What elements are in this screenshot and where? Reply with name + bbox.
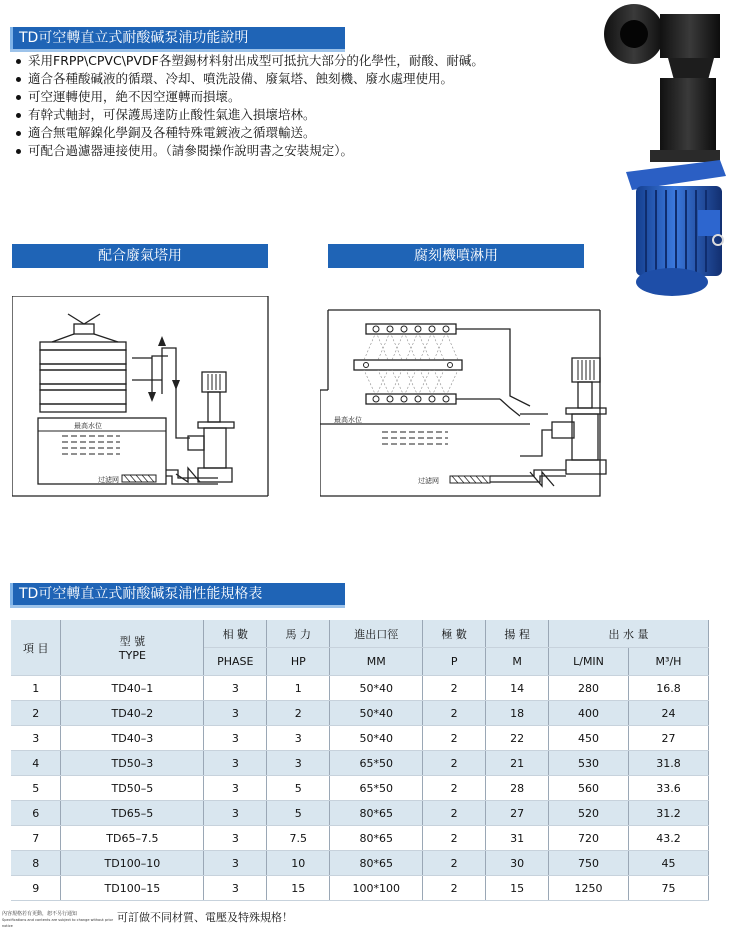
table-cell: 1 bbox=[11, 676, 61, 701]
table-cell: 4 bbox=[11, 751, 61, 776]
header-head-en: M bbox=[486, 648, 549, 676]
header-type-cn: 型 號 bbox=[119, 635, 146, 648]
table-row bbox=[11, 826, 709, 851]
table-cell: TD40–1 bbox=[61, 676, 204, 701]
header-item: 項 目 bbox=[11, 620, 61, 676]
table-cell: 280 bbox=[549, 676, 629, 701]
table-cell: 520 bbox=[549, 801, 629, 826]
table-cell: 400 bbox=[549, 701, 629, 726]
header-head-cn: 揚 程 bbox=[486, 620, 549, 648]
water-level-label-left: 最高水位 bbox=[74, 422, 102, 430]
table-cell: 8 bbox=[11, 851, 61, 876]
table-cell: 65*50 bbox=[330, 751, 423, 776]
section-underline bbox=[10, 605, 345, 608]
table-cell: 2 bbox=[423, 726, 486, 751]
diagram-etching-sprayer bbox=[320, 296, 610, 532]
header-phase-en: PHASE bbox=[204, 648, 267, 676]
spec-table bbox=[11, 620, 709, 901]
header-pole-cn: 極 數 bbox=[423, 620, 486, 648]
table-cell: 3 bbox=[267, 751, 330, 776]
table-cell: 5 bbox=[267, 776, 330, 801]
table-cell: 22 bbox=[486, 726, 549, 751]
table-cell: 16.8 bbox=[628, 676, 708, 701]
table-cell: TD50–5 bbox=[61, 776, 204, 801]
table-cell: 31.8 bbox=[628, 751, 708, 776]
table-cell: 450 bbox=[549, 726, 629, 751]
table-row bbox=[11, 726, 709, 751]
table-cell: 15 bbox=[486, 876, 549, 901]
table-row bbox=[11, 701, 709, 726]
feature-list bbox=[14, 52, 594, 160]
header-mm-cn: 進出口徑 bbox=[330, 620, 423, 648]
header-type-en: TYPE bbox=[118, 649, 146, 662]
header-flow-lmin: L/MIN bbox=[549, 648, 629, 676]
header-pole-en: P bbox=[423, 648, 486, 676]
section-title-spec: TD可空轉直立式耐酸碱泵浦性能規格表 bbox=[10, 583, 345, 605]
table-cell: 2 bbox=[267, 701, 330, 726]
table-cell: 50*40 bbox=[330, 726, 423, 751]
table-cell: 3 bbox=[204, 851, 267, 876]
table-cell: TD100–10 bbox=[61, 851, 204, 876]
footer-custom-note: 可訂做不同材質、電壓及特殊規格！ bbox=[117, 911, 293, 924]
diagram-right-title: 腐刻機噴淋用 bbox=[328, 244, 584, 268]
table-cell: 2 bbox=[423, 851, 486, 876]
table-row bbox=[11, 876, 709, 901]
table-cell: 9 bbox=[11, 876, 61, 901]
table-cell: 2 bbox=[423, 701, 486, 726]
feature-item: 適合各種酸碱液的循環、冷却、噴洗設備、廢氣塔、蝕刻機、廢水處理使用。 bbox=[14, 70, 594, 88]
table-cell: 18 bbox=[486, 701, 549, 726]
footer-disclaimer-cn: 內容規格若有更動，恕不另行通知 bbox=[2, 911, 78, 917]
table-cell: 3 bbox=[204, 676, 267, 701]
table-row bbox=[11, 751, 709, 776]
table-cell: 27 bbox=[486, 801, 549, 826]
table-cell: 31 bbox=[486, 826, 549, 851]
footer-disclaimer-en: Specifications and contents are subject to change without prior notice bbox=[2, 918, 114, 928]
table-cell: TD65–7.5 bbox=[61, 826, 204, 851]
table-cell: 100*100 bbox=[330, 876, 423, 901]
table-cell: 3 bbox=[204, 801, 267, 826]
table-cell: 80*65 bbox=[330, 851, 423, 876]
table-cell: 7 bbox=[11, 826, 61, 851]
table-cell: 1250 bbox=[549, 876, 629, 901]
diagram-left-title: 配合廢氣塔用 bbox=[12, 244, 268, 268]
table-cell: 50*40 bbox=[330, 701, 423, 726]
table-cell: TD40–3 bbox=[61, 726, 204, 751]
table-row bbox=[11, 801, 709, 826]
table-cell: 2 bbox=[423, 751, 486, 776]
diagram-scrubber-tower bbox=[12, 296, 274, 532]
table-cell: 560 bbox=[549, 776, 629, 801]
header-flow-cn: 出 水 量 bbox=[549, 620, 709, 648]
table-cell: 5 bbox=[11, 776, 61, 801]
table-cell: 3 bbox=[204, 751, 267, 776]
table-cell: 14 bbox=[486, 676, 549, 701]
footer-disclaimer bbox=[2, 911, 114, 929]
table-cell: 7.5 bbox=[267, 826, 330, 851]
table-cell: 2 bbox=[423, 776, 486, 801]
table-cell: 2 bbox=[423, 676, 486, 701]
filter-label-right: 过滤网 bbox=[418, 477, 439, 485]
table-cell: 50*40 bbox=[330, 676, 423, 701]
table-cell: 2 bbox=[423, 801, 486, 826]
section-title-features: TD可空轉直立式耐酸碱泵浦功能說明 bbox=[10, 27, 345, 49]
table-cell: 5 bbox=[267, 801, 330, 826]
header-type bbox=[61, 620, 204, 676]
spec-table-body bbox=[11, 676, 709, 901]
table-cell: 80*65 bbox=[330, 826, 423, 851]
table-cell: 2 bbox=[423, 826, 486, 851]
table-cell: 75 bbox=[628, 876, 708, 901]
table-cell: 27 bbox=[628, 726, 708, 751]
table-cell: 3 bbox=[204, 776, 267, 801]
table-cell: 3 bbox=[204, 876, 267, 901]
table-cell: 3 bbox=[204, 826, 267, 851]
table-cell: TD50–3 bbox=[61, 751, 204, 776]
table-cell: 750 bbox=[549, 851, 629, 876]
feature-item: 適合無電解鎳化學銅及各種特殊電鍍液之循環輸送。 bbox=[14, 124, 594, 142]
feature-item: 可空運轉使用，絶不因空運轉而損壞。 bbox=[14, 88, 594, 106]
feature-item: 采用FRPP\CPVC\PVDF各塑錫材料射出成型可抵抗大部分的化學性，耐酸、耐碱。 bbox=[14, 52, 594, 70]
filter-label-left: 过滤网 bbox=[98, 476, 119, 484]
table-cell: 3 bbox=[11, 726, 61, 751]
table-row bbox=[11, 851, 709, 876]
table-cell: TD65–5 bbox=[61, 801, 204, 826]
table-cell: 10 bbox=[267, 851, 330, 876]
table-cell: 28 bbox=[486, 776, 549, 801]
feature-item: 可配合過濾器連接使用。（請參閱操作說明書之安裝規定）。 bbox=[14, 142, 594, 160]
table-cell: 2 bbox=[423, 876, 486, 901]
header-hp-cn: 馬 力 bbox=[267, 620, 330, 648]
table-cell: 43.2 bbox=[628, 826, 708, 851]
table-row bbox=[11, 676, 709, 701]
table-cell: 1 bbox=[267, 676, 330, 701]
table-cell: 65*50 bbox=[330, 776, 423, 801]
header-hp-en: HP bbox=[267, 648, 330, 676]
header-phase-cn: 相 數 bbox=[204, 620, 267, 648]
table-cell: 2 bbox=[11, 701, 61, 726]
water-level-label-right: 最高水位 bbox=[334, 416, 362, 424]
table-cell: 31.2 bbox=[628, 801, 708, 826]
table-cell: 80*65 bbox=[330, 801, 423, 826]
table-cell: 530 bbox=[549, 751, 629, 776]
header-mm-en: MM bbox=[330, 648, 423, 676]
table-cell: 6 bbox=[11, 801, 61, 826]
table-cell: TD100–15 bbox=[61, 876, 204, 901]
feature-item: 有幹式軸封，可保護馬達防止酸性氣進入損壞培林。 bbox=[14, 106, 594, 124]
table-cell: TD40–2 bbox=[61, 701, 204, 726]
table-cell: 720 bbox=[549, 826, 629, 851]
pump-product-image bbox=[598, 0, 733, 300]
table-cell: 24 bbox=[628, 701, 708, 726]
table-cell: 3 bbox=[267, 726, 330, 751]
table-row bbox=[11, 776, 709, 801]
table-cell: 33.6 bbox=[628, 776, 708, 801]
table-cell: 15 bbox=[267, 876, 330, 901]
table-cell: 3 bbox=[204, 726, 267, 751]
header-flow-m3h: M³/H bbox=[628, 648, 708, 676]
table-cell: 45 bbox=[628, 851, 708, 876]
table-cell: 30 bbox=[486, 851, 549, 876]
table-cell: 21 bbox=[486, 751, 549, 776]
table-cell: 3 bbox=[204, 701, 267, 726]
